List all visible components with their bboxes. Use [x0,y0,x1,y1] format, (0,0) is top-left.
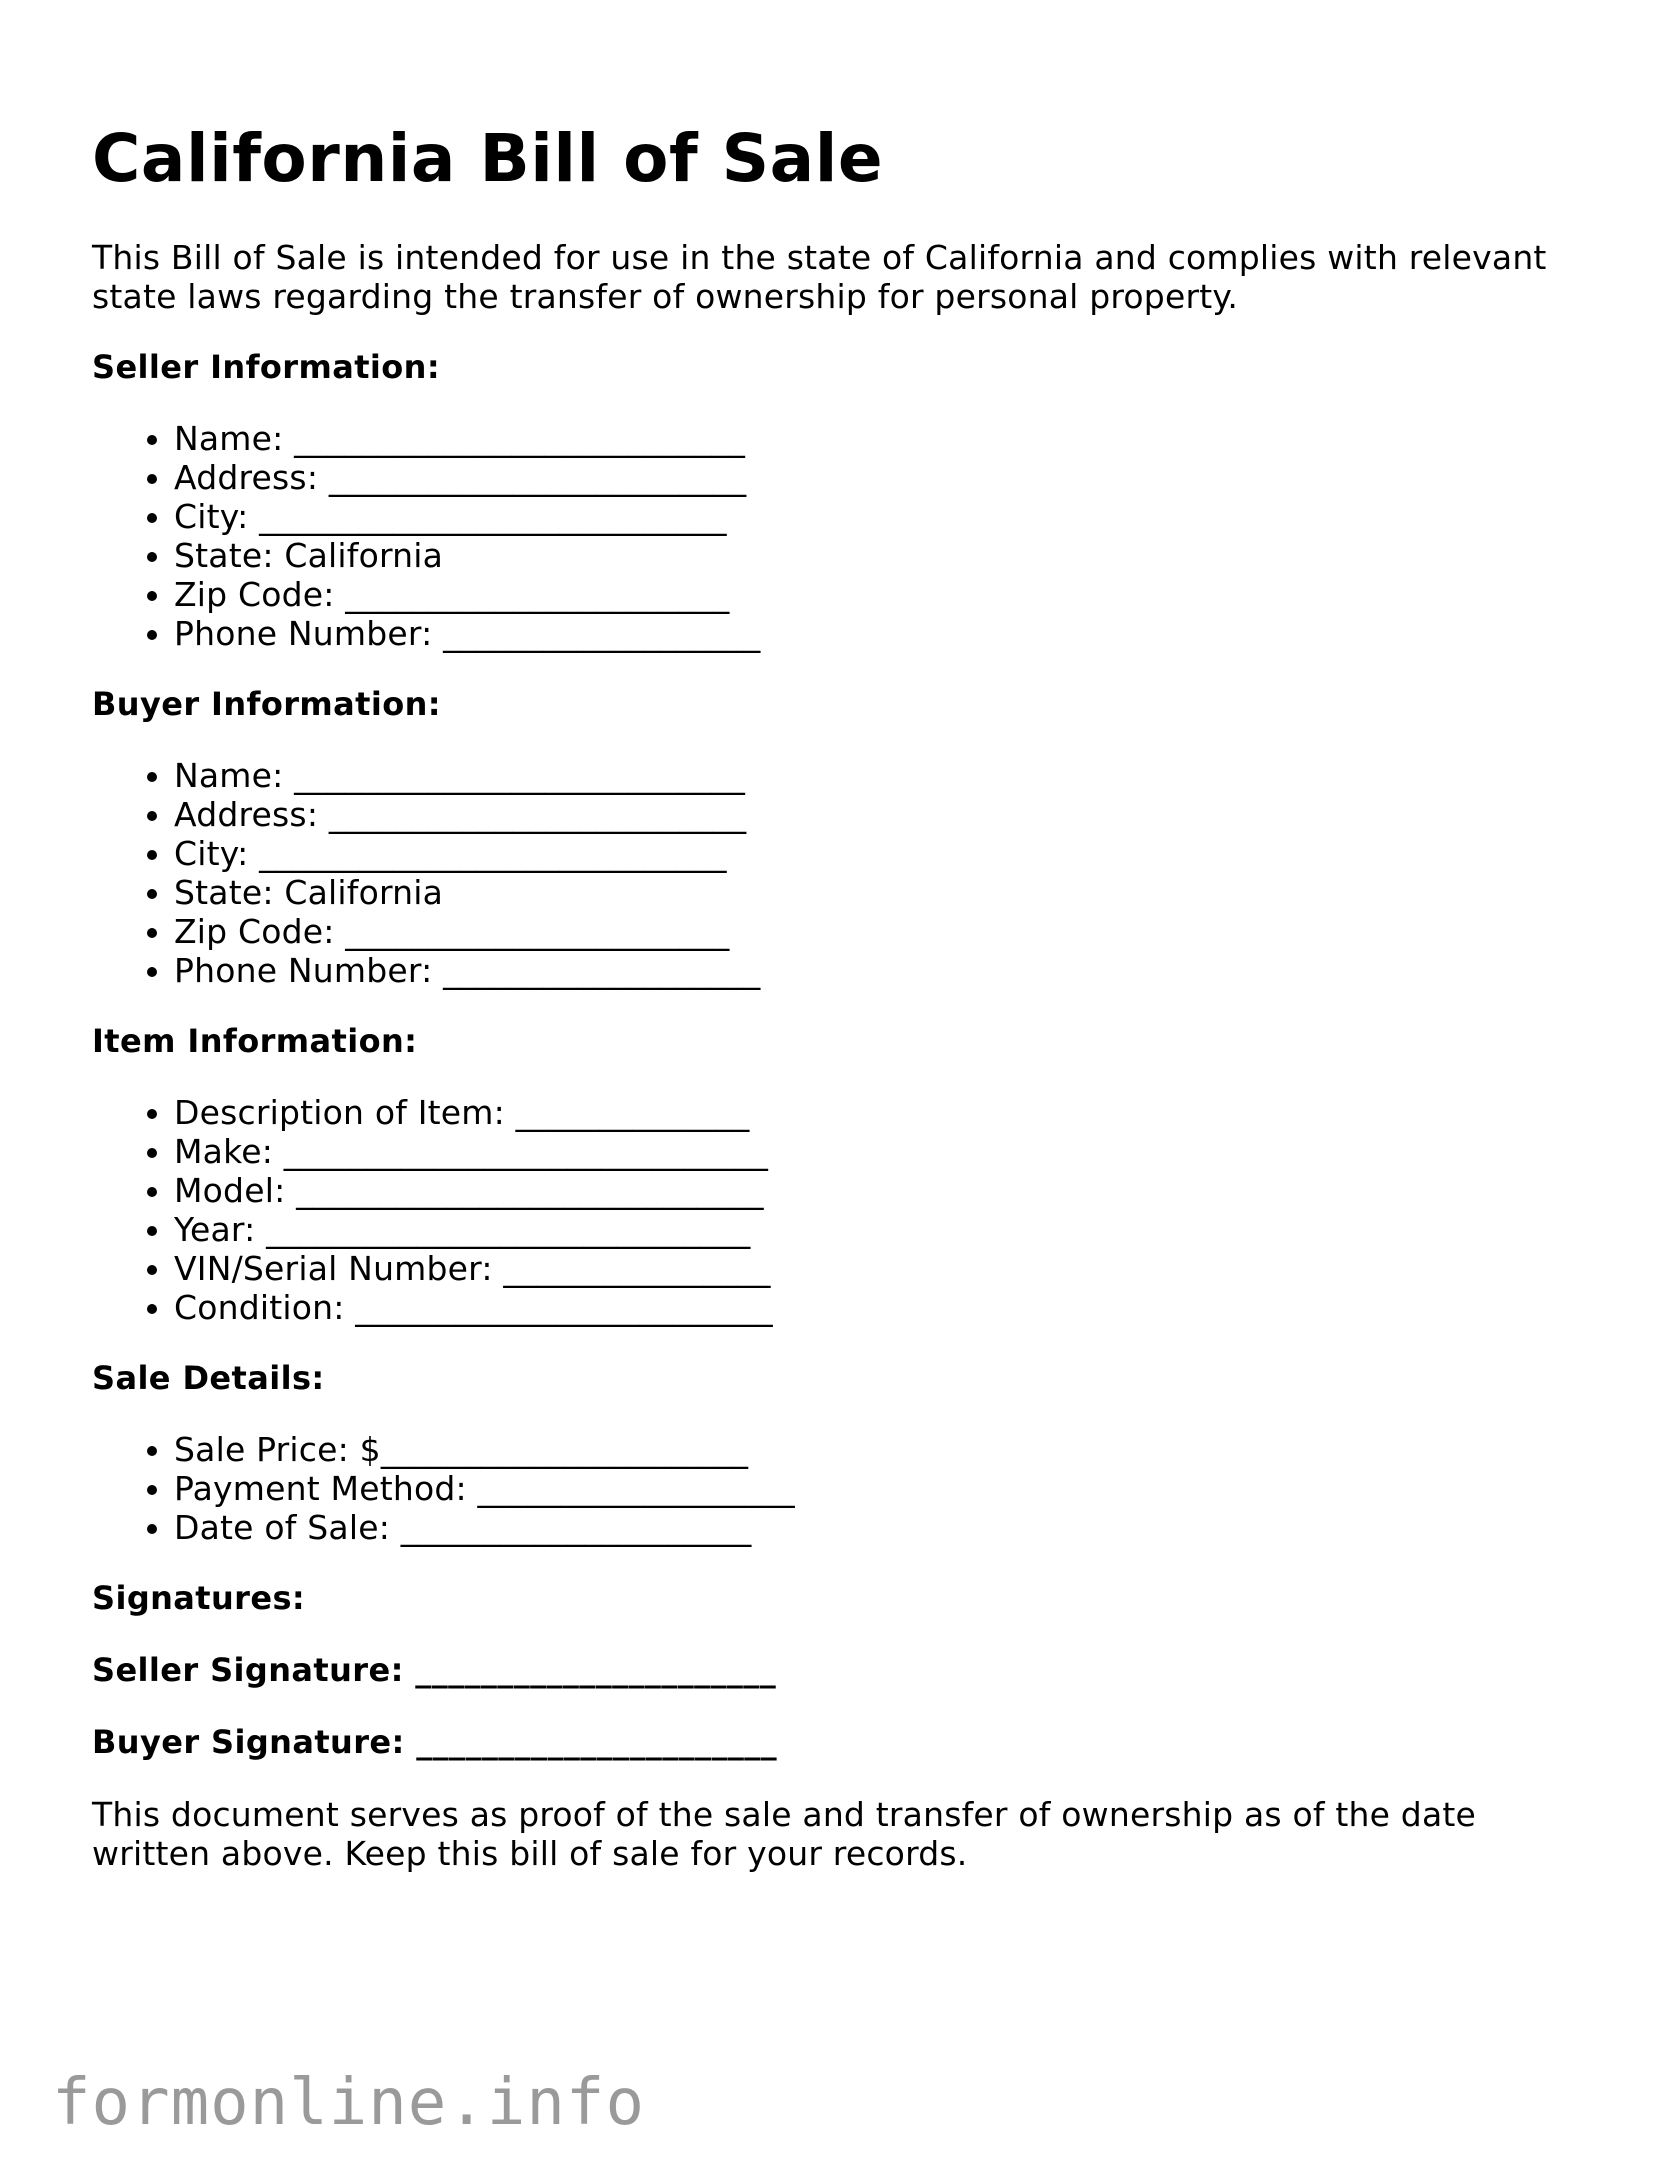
buyer-phone-field: • Phone Number: ___________________ [174,951,1592,990]
seller-info-list [92,419,1592,653]
seller-phone-field: • Phone Number: ___________________ [174,614,1592,653]
buyer-zip-field: • Zip Code: _______________________ [174,912,1592,951]
payment-method-field: • Payment Method: ___________________ [174,1469,1592,1508]
seller-section-heading: Seller Information: [92,348,441,386]
signatures-heading: Signatures: [92,1579,306,1617]
intro-paragraph: This Bill of Sale is intended for use in the state of California and complies with relevant state laws regarding the transfer of ownership for personal property. [92,238,1547,316]
buyer-city-field: • City: ____________________________ [174,834,1592,873]
item-model-field: • Model: ____________________________ [174,1171,1592,1210]
sale-price-field: • Sale Price: $______________________ [174,1430,1592,1469]
seller-name-field: • Name: ___________________________ [174,419,1592,458]
seller-address-field: • Address: _________________________ [174,458,1592,497]
seller-state-field: • State: California [174,536,1592,575]
sale-details-list [92,1430,1592,1547]
seller-signature-line: Seller Signature: ______________________ [92,1651,777,1689]
item-section-heading: Item Information: [92,1022,418,1060]
item-make-field: • Make: _____________________________ [174,1132,1592,1171]
item-description-field: • Description of Item: ______________ [174,1093,1592,1132]
item-condition-field: • Condition: _________________________ [174,1288,1592,1327]
buyer-info-list [92,756,1592,990]
page-title: California Bill of Sale [92,120,884,197]
seller-zip-field: • Zip Code: _______________________ [174,575,1592,614]
seller-city-field: • City: ____________________________ [174,497,1592,536]
item-vin-field: • VIN/Serial Number: ________________ [174,1249,1592,1288]
closing-paragraph: This document serves as proof of the sale and transfer of ownership as of the date written above. Keep this bill of sale for your records. [92,1795,1477,1873]
date-of-sale-field: • Date of Sale: _____________________ [174,1508,1592,1547]
item-year-field: • Year: _____________________________ [174,1210,1592,1249]
buyer-signature-line: Buyer Signature: ______________________ [92,1723,778,1761]
buyer-name-field: • Name: ___________________________ [174,756,1592,795]
document-page [92,100,1592,1873]
buyer-state-field: • State: California [174,873,1592,912]
item-info-list [92,1093,1592,1327]
buyer-section-heading: Buyer Information: [92,685,441,723]
watermark: formonline.info [52,2066,645,2140]
buyer-address-field: • Address: _________________________ [174,795,1592,834]
sale-section-heading: Sale Details: [92,1359,325,1397]
